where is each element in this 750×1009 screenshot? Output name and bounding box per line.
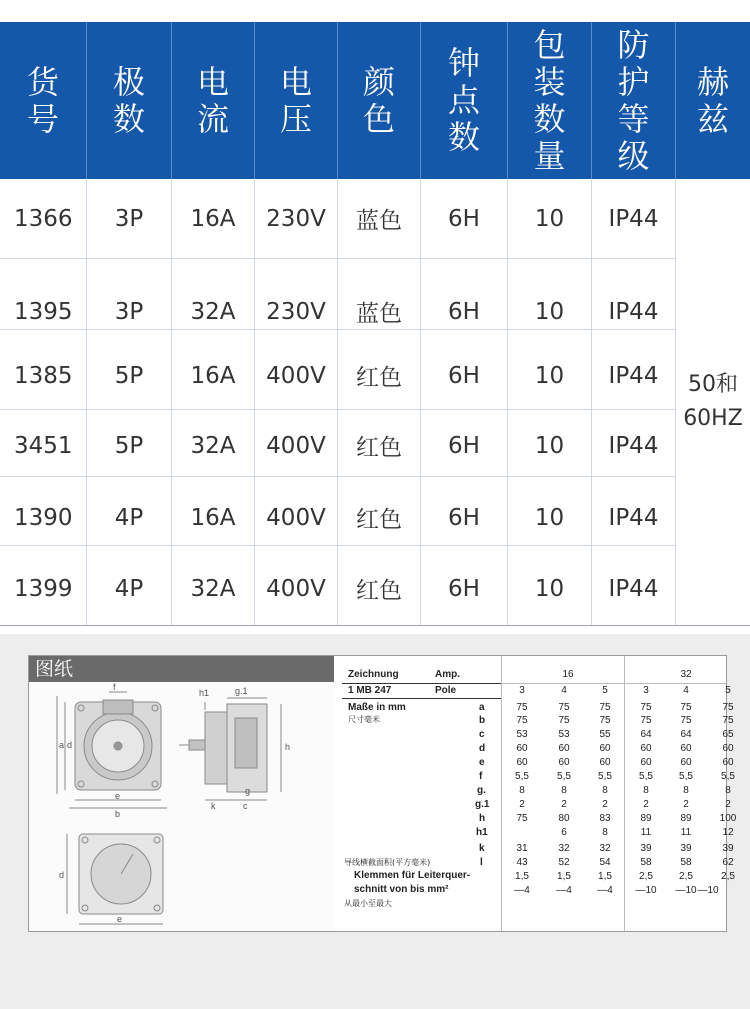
dim-value: 12	[722, 827, 734, 838]
dim-value: 60	[680, 743, 692, 754]
dim-value: 83	[599, 813, 611, 824]
dim-value: 2	[683, 799, 689, 810]
label-masse-cn: 尺寸毫米	[348, 715, 380, 724]
pole-value: 3	[643, 685, 649, 696]
dim-value: 6	[561, 827, 567, 838]
dim-value: 55	[599, 729, 611, 740]
hertz-line-2: 60HZ	[683, 406, 743, 431]
label-amp: Amp.	[435, 669, 460, 680]
dim-value: 58	[640, 857, 652, 868]
cell-poles: 4P	[114, 575, 144, 602]
dim-label-e: e	[115, 791, 121, 801]
dim-value: 5,5	[679, 771, 693, 782]
cell-color: 红色	[356, 435, 402, 461]
dim-value: 75	[558, 715, 570, 726]
header-hertz: 赫兹	[696, 62, 729, 138]
dim-value: 1,5	[598, 871, 612, 882]
cell-package-qty: 10	[534, 432, 565, 459]
dim-value: 75	[640, 715, 652, 726]
cell-item-number: 1366	[14, 205, 73, 232]
cell-color: 蓝色	[356, 208, 402, 234]
dim-value: 75	[722, 715, 734, 726]
cell-color: 红色	[356, 365, 402, 391]
cell-poles: 3P	[114, 298, 144, 325]
dim-value: 2	[725, 799, 731, 810]
dim-key: h1	[476, 827, 488, 838]
dim-label-e-cutout: e	[117, 914, 123, 924]
dim-label-c: c	[243, 801, 248, 811]
dim-value: —10	[697, 885, 719, 896]
cell-package-qty: 10	[534, 575, 565, 602]
dim-value: 11	[640, 827, 652, 838]
cell-item-number: 1390	[14, 504, 73, 531]
dim-value: 2,5	[639, 871, 653, 882]
cell-protection-rating: IP44	[608, 205, 659, 232]
dim-value: —4	[556, 885, 572, 896]
dim-value: 60	[516, 743, 528, 754]
technical-sketch	[29, 682, 334, 931]
dim-label-h: h	[285, 742, 291, 752]
cell-poles: 4P	[114, 504, 144, 531]
dimension-table	[334, 656, 737, 931]
pole-value: 4	[561, 685, 567, 696]
cell-item-number: 1385	[14, 362, 73, 389]
dim-label-k: k	[211, 801, 216, 811]
dim-value: 60	[558, 743, 570, 754]
dim-value: 8	[602, 785, 608, 796]
dim-value: 75	[558, 702, 570, 713]
dim-value: 75	[516, 813, 528, 824]
dim-key: d	[479, 743, 486, 754]
dim-label-d: d	[67, 740, 73, 750]
dim-value: 39	[640, 843, 652, 854]
cell-poles: 3P	[114, 205, 144, 232]
dim-key: b	[479, 715, 486, 726]
dim-value: 43	[516, 857, 528, 868]
dim-value: 5,5	[515, 771, 529, 782]
dim-value: 8	[643, 785, 649, 796]
dim-value: 39	[722, 843, 734, 854]
dim-label-g: g	[245, 786, 251, 796]
dim-key: a	[479, 702, 485, 713]
dim-label-h1: h1	[199, 688, 210, 698]
dim-label-f: f	[113, 682, 116, 692]
dim-value: 64	[680, 729, 692, 740]
label-klemmen-1: Klemmen für Leiterquer-	[354, 870, 471, 881]
dim-value: 32	[599, 843, 611, 854]
dim-value: 89	[680, 813, 692, 824]
dim-value: 60	[722, 757, 734, 768]
cell-clock-position: 6H	[448, 298, 480, 325]
cell-current: 32A	[190, 432, 236, 459]
cell-color: 蓝色	[356, 301, 402, 327]
dim-value: 64	[640, 729, 652, 740]
cell-clock-position: 6H	[448, 362, 480, 389]
dim-value: 75	[516, 715, 528, 726]
cell-protection-rating: IP44	[608, 504, 659, 531]
dim-value: 75	[680, 715, 692, 726]
dim-value: 2	[602, 799, 608, 810]
cell-voltage: 400V	[266, 504, 326, 531]
cell-hertz-merged	[676, 179, 750, 625]
cell-package-qty: 10	[534, 298, 565, 325]
header-voltage: 电压	[279, 62, 312, 138]
label-zeichnung: Zeichnung	[348, 669, 399, 680]
dim-value: 39	[680, 843, 692, 854]
dim-label-a: a	[59, 740, 65, 750]
dim-value: 60	[516, 757, 528, 768]
dim-key: g.1	[475, 799, 490, 810]
dim-value: 1,5	[515, 871, 529, 882]
pole-value: 3	[519, 685, 525, 696]
cell-current: 16A	[190, 504, 236, 531]
dim-value: 8	[602, 827, 608, 838]
cell-clock-position: 6H	[448, 575, 480, 602]
cell-poles: 5P	[114, 362, 144, 389]
dim-value: 80	[558, 813, 570, 824]
dim-value: 75	[599, 715, 611, 726]
dim-label-d-cutout: d	[59, 870, 65, 880]
dim-value: 5,5	[639, 771, 653, 782]
header-color: 颜色	[362, 62, 395, 138]
dim-value: 100	[719, 813, 737, 824]
cell-package-qty: 10	[534, 504, 565, 531]
dim-value: 53	[516, 729, 528, 740]
dim-value: 75	[640, 702, 652, 713]
dim-value: 62	[722, 857, 734, 868]
cell-voltage: 230V	[266, 205, 326, 232]
cell-protection-rating: IP44	[608, 298, 659, 325]
dim-key: e	[479, 757, 485, 768]
dim-value: 1,5	[557, 871, 571, 882]
dim-value: 75	[722, 702, 734, 713]
dim-value: 53	[558, 729, 570, 740]
dim-value: —10	[635, 885, 657, 896]
cell-current: 32A	[190, 575, 236, 602]
dim-value: 8	[561, 785, 567, 796]
dim-value: 60	[599, 743, 611, 754]
cell-color: 红色	[356, 578, 402, 604]
dim-value: 75	[516, 702, 528, 713]
label-masse: Maße in mm	[348, 702, 406, 713]
dim-value: 60	[558, 757, 570, 768]
dim-value: 2,5	[679, 871, 693, 882]
dim-value: 31	[516, 843, 528, 854]
dim-value: 65	[722, 729, 734, 740]
cell-item-number: 1395	[14, 298, 73, 325]
dim-value: 2	[561, 799, 567, 810]
header-current: 电流	[196, 62, 229, 138]
dim-value: 60	[722, 743, 734, 754]
amp-32: 32	[680, 669, 692, 680]
dim-value: 8	[725, 785, 731, 796]
dim-value: 5,5	[721, 771, 735, 782]
dim-value: 2,5	[721, 871, 735, 882]
label-model: 1 MB 247	[348, 685, 392, 696]
pole-value: 4	[683, 685, 689, 696]
label-range-cn: 从最小至最大	[344, 899, 392, 908]
cell-voltage: 400V	[266, 362, 326, 389]
dim-value: 75	[680, 702, 692, 713]
dim-value: 60	[640, 757, 652, 768]
label-pole: Pole	[435, 685, 457, 696]
pole-value: 5	[602, 685, 608, 696]
cell-current: 16A	[190, 205, 236, 232]
dim-value: 60	[680, 757, 692, 768]
dim-value: 32	[558, 843, 570, 854]
drawing-title: 图纸	[29, 656, 334, 682]
header-poles: 极数	[112, 62, 145, 138]
dim-key: h	[479, 813, 486, 824]
amp-16: 16	[562, 669, 574, 680]
dim-key: f	[479, 771, 483, 782]
dim-label-g1: g.1	[235, 686, 248, 696]
cell-clock-position: 6H	[448, 205, 480, 232]
cell-package-qty: 10	[534, 362, 565, 389]
label-wire-cn: 导线横截面积(平方毫米)	[344, 858, 431, 867]
cell-item-number: 3451	[14, 432, 73, 459]
header-clock-position: 钟点数	[447, 44, 480, 156]
dim-value: 8	[519, 785, 525, 796]
dim-value: 8	[683, 785, 689, 796]
label-klemmen-2: schnitt von bis mm²	[354, 884, 449, 895]
cell-voltage: 400V	[266, 432, 326, 459]
cell-protection-rating: IP44	[608, 432, 659, 459]
dim-key: k	[479, 843, 485, 854]
dim-value: 89	[640, 813, 652, 824]
cell-current: 16A	[190, 362, 236, 389]
dim-value: —4	[514, 885, 530, 896]
dim-value: 58	[680, 857, 692, 868]
cell-current: 32A	[190, 298, 236, 325]
header-package-qty: 包装数量	[533, 25, 566, 175]
pole-value: 5	[725, 685, 731, 696]
cell-poles: 5P	[114, 432, 144, 459]
cell-protection-rating: IP44	[608, 575, 659, 602]
drawing-section	[0, 634, 750, 1009]
cell-clock-position: 6H	[448, 432, 480, 459]
dim-key: c	[479, 729, 485, 740]
dim-value: 60	[640, 743, 652, 754]
hertz-line-1: 50和	[688, 372, 738, 397]
dim-value: 52	[558, 857, 570, 868]
dim-value: —10	[675, 885, 697, 896]
socket-dimension-drawing	[29, 682, 334, 931]
header-item-number: 货号	[26, 62, 59, 138]
dim-value: 5,5	[598, 771, 612, 782]
dim-value: 75	[599, 702, 611, 713]
cell-item-number: 1399	[14, 575, 73, 602]
dim-value: 11	[680, 827, 692, 838]
drawing-panel	[28, 655, 737, 932]
cell-protection-rating: IP44	[608, 362, 659, 389]
cell-clock-position: 6H	[448, 504, 480, 531]
cell-voltage: 400V	[266, 575, 326, 602]
header-protection-rating: 防护等级	[617, 25, 650, 175]
cell-package-qty: 10	[534, 205, 565, 232]
dim-value: 2	[643, 799, 649, 810]
dim-value: —4	[597, 885, 613, 896]
dim-value: 2	[519, 799, 525, 810]
cell-color: 红色	[356, 507, 402, 533]
spec-table-header	[0, 22, 750, 179]
cell-voltage: 230V	[266, 298, 326, 325]
dim-value: 54	[599, 857, 611, 868]
dim-label-b: b	[115, 809, 121, 819]
dim-key: l	[480, 857, 483, 868]
dim-value: 60	[599, 757, 611, 768]
dim-key: g.	[477, 785, 486, 796]
dim-value: 5,5	[557, 771, 571, 782]
spec-table	[0, 22, 750, 626]
